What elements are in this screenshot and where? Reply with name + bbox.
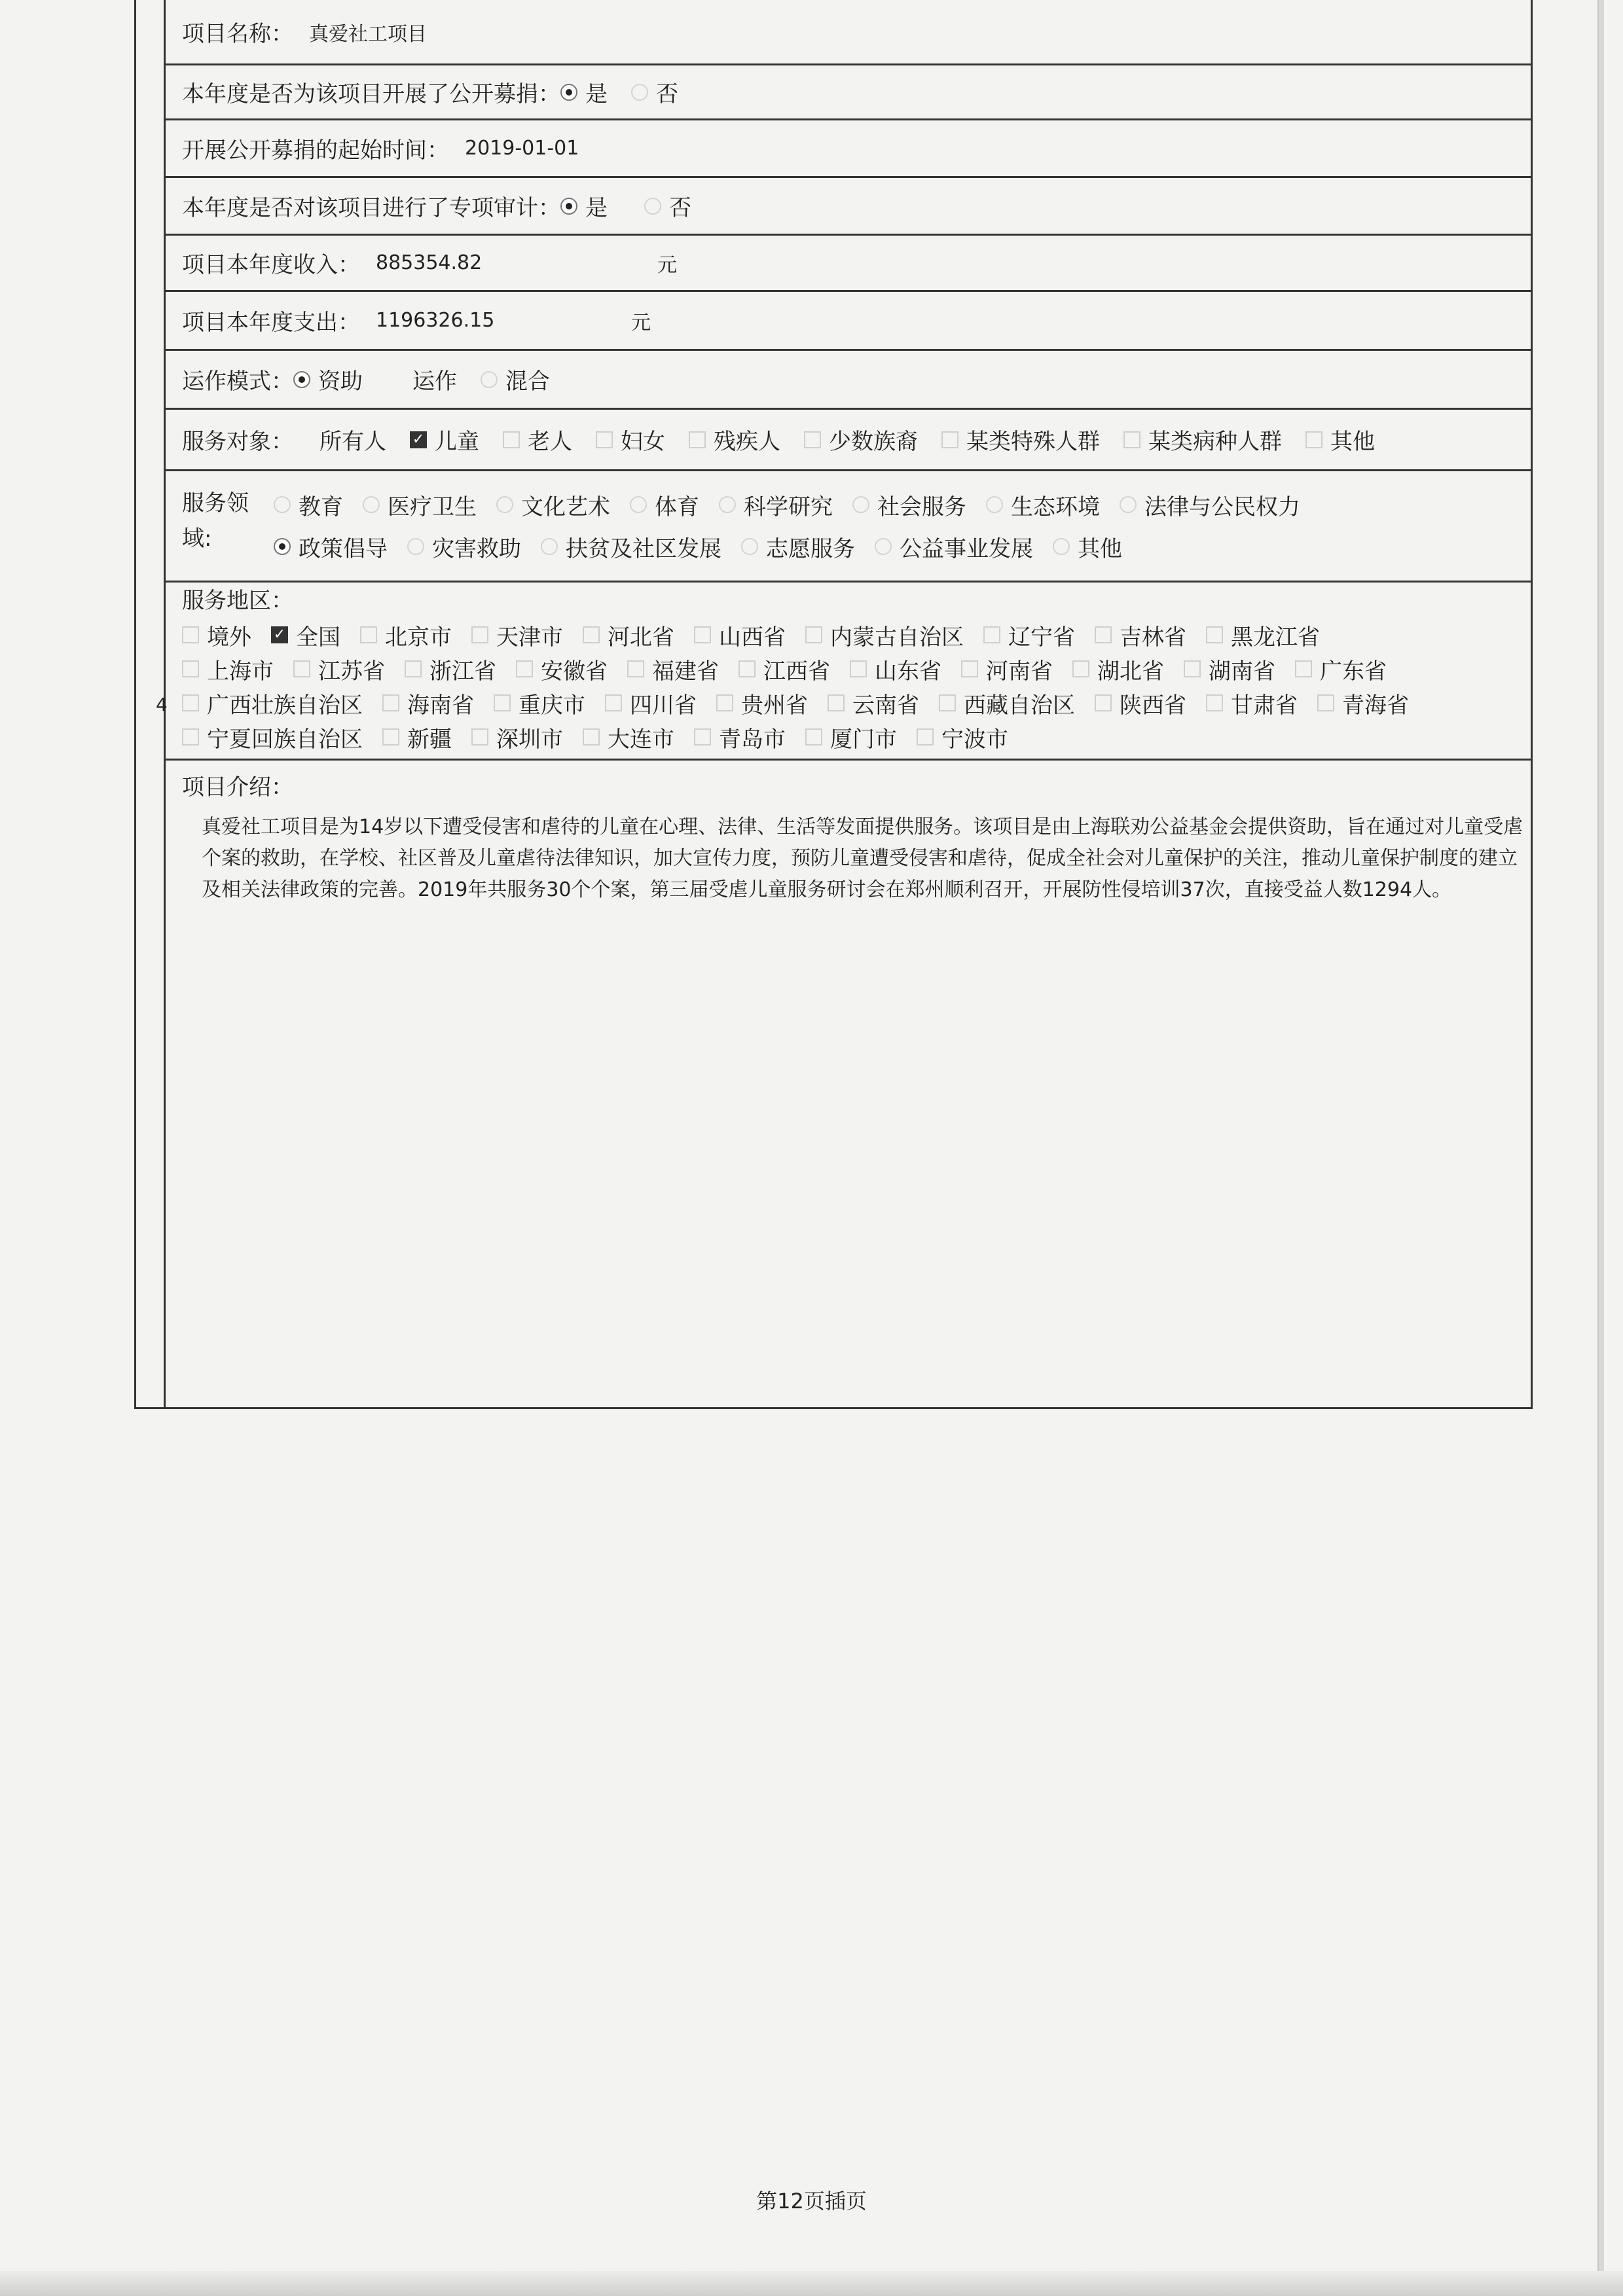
service-fields-row2 xyxy=(274,524,1320,569)
region-option[interactable] xyxy=(805,721,897,753)
checkbox-icon xyxy=(182,626,199,643)
region-option[interactable] xyxy=(182,687,363,719)
option-label: 灾害救助 xyxy=(432,535,521,562)
target-other[interactable] xyxy=(1305,423,1375,456)
option-label: 厦门市 xyxy=(830,726,897,753)
radio-unchecked-icon xyxy=(1053,538,1070,555)
option-label: 湖南省 xyxy=(1209,658,1275,685)
radio-unchecked-icon xyxy=(719,496,736,513)
option-label: 云南省 xyxy=(852,692,919,719)
region-option[interactable] xyxy=(382,687,474,719)
project-table xyxy=(134,0,1533,1409)
option-label: 政策倡导 xyxy=(299,535,388,562)
special-audit-row xyxy=(166,178,1531,236)
target-women[interactable] xyxy=(596,423,665,456)
checkbox-icon xyxy=(1295,660,1312,677)
region-option[interactable] xyxy=(828,687,919,719)
expense-row xyxy=(166,292,1531,351)
radio-unchecked-icon xyxy=(631,84,648,101)
option-label: 所有人 xyxy=(319,429,386,455)
checkbox-icon xyxy=(583,728,600,745)
field-ecology[interactable] xyxy=(986,489,1100,521)
radio-checked-icon xyxy=(560,84,577,101)
field-poverty[interactable] xyxy=(541,531,721,563)
region-option[interactable] xyxy=(694,619,786,651)
field-other[interactable] xyxy=(1053,531,1122,563)
option-label: 大连市 xyxy=(608,726,674,753)
region-option[interactable] xyxy=(805,619,964,651)
fundraising-start-label: 开展公开募捐的起始时间： xyxy=(182,137,449,164)
radio-unchecked-icon xyxy=(274,496,291,513)
radio-unchecked-icon xyxy=(630,496,647,513)
field-public-welfare[interactable] xyxy=(875,531,1033,563)
region-option[interactable] xyxy=(182,721,363,753)
option-label: 是 xyxy=(585,195,608,221)
option-label: 重庆市 xyxy=(519,692,585,719)
checkbox-icon xyxy=(804,431,821,448)
region-option[interactable] xyxy=(360,619,452,651)
option-label: 海南省 xyxy=(407,692,474,719)
field-policy-advocacy[interactable] xyxy=(274,531,388,563)
region-option[interactable] xyxy=(1317,687,1409,719)
option-label: 青岛市 xyxy=(719,726,786,753)
service-fields-label-line1: 服务领 xyxy=(182,490,249,516)
region-option[interactable] xyxy=(1095,619,1186,651)
option-label: 资助 xyxy=(318,368,363,395)
option-label: 江西省 xyxy=(763,658,830,685)
option-label: 贵州省 xyxy=(741,692,808,719)
option-label: 安徽省 xyxy=(541,658,608,685)
option-label: 北京市 xyxy=(385,624,452,651)
row-number-column xyxy=(136,0,166,1407)
radio-unchecked-icon xyxy=(363,496,380,513)
option-label: 新疆 xyxy=(407,726,452,753)
region-option[interactable] xyxy=(405,653,496,685)
option-label: 山西省 xyxy=(719,624,786,651)
field-volunteer[interactable] xyxy=(741,531,855,563)
option-label: 残疾人 xyxy=(714,429,780,455)
region-option[interactable] xyxy=(1072,653,1164,685)
region-option[interactable] xyxy=(1206,619,1320,651)
checkbox-icon xyxy=(1123,431,1140,448)
region-option[interactable] xyxy=(716,687,808,719)
region-option[interactable] xyxy=(961,653,1053,685)
checkbox-icon xyxy=(583,626,600,643)
checkbox-icon xyxy=(689,431,706,448)
option-label: 否 xyxy=(656,81,678,107)
radio-checked-icon xyxy=(274,538,291,555)
target-elderly[interactable] xyxy=(503,423,572,456)
region-option[interactable] xyxy=(983,619,1075,651)
checkbox-icon xyxy=(503,431,520,448)
checkbox-icon xyxy=(694,626,711,643)
field-culture[interactable] xyxy=(496,489,610,521)
field-education[interactable] xyxy=(274,489,343,521)
region-option[interactable] xyxy=(850,653,941,685)
option-label: 宁夏回族自治区 xyxy=(207,726,363,753)
radio-checked-icon xyxy=(560,198,577,215)
public-fundraising-no[interactable] xyxy=(631,76,678,108)
checkbox-icon xyxy=(1305,431,1322,448)
project-name-label: 项目名称： xyxy=(182,21,293,47)
expense-unit: 元 xyxy=(631,311,651,334)
public-fundraising-row xyxy=(166,65,1531,120)
checkbox-icon xyxy=(850,660,867,677)
checkbox-icon xyxy=(1206,694,1223,711)
checkbox-icon xyxy=(1095,626,1112,643)
radio-unchecked-icon xyxy=(644,198,661,215)
regions-row-1 xyxy=(182,618,1531,652)
option-label: 境外 xyxy=(207,624,251,651)
region-option[interactable] xyxy=(516,653,608,685)
checkbox-icon xyxy=(917,728,934,745)
regions-row-3 xyxy=(182,686,1531,720)
option-label: 扶贫及社区发展 xyxy=(566,535,721,562)
project-name-value: 真爱社工项目 xyxy=(309,22,427,46)
region-option[interactable] xyxy=(605,687,697,719)
option-label: 体育 xyxy=(655,493,699,520)
checkbox-icon xyxy=(1072,660,1089,677)
option-label: 医疗卫生 xyxy=(388,493,477,520)
checkbox-icon xyxy=(961,660,978,677)
region-option[interactable] xyxy=(939,687,1075,719)
option-label: 法律与公民权力 xyxy=(1144,493,1300,520)
fundraising-start-row xyxy=(166,120,1531,178)
option-label: 全国 xyxy=(296,624,340,651)
checkbox-icon xyxy=(694,728,711,745)
option-label: 某类特殊人群 xyxy=(966,429,1100,455)
region-option[interactable] xyxy=(182,619,251,651)
option-label: 西藏自治区 xyxy=(964,692,1075,719)
checkbox-icon xyxy=(360,626,377,643)
checkbox-checked-icon: ✓ xyxy=(271,626,288,643)
checkbox-icon xyxy=(627,660,644,677)
field-health[interactable] xyxy=(363,489,477,521)
region-option[interactable] xyxy=(917,721,1008,753)
option-label: 文化艺术 xyxy=(521,493,610,520)
regions-row-4 xyxy=(182,720,1531,754)
option-label: 生态环境 xyxy=(1011,493,1100,520)
row-number: 4 xyxy=(156,694,168,715)
page-footer: 第12页插页 xyxy=(756,2189,867,2214)
operation-mode-mixed[interactable] xyxy=(481,363,550,395)
bottom-shadow xyxy=(0,2271,1623,2296)
field-disaster-relief[interactable] xyxy=(407,531,521,563)
intro-text: 真爱社工项目是为14岁以下遭受侵害和虐待的儿童在心理、法律、生活等发面提供服务。该项目是由上海联劝公益基金会提供资助，旨在通过对儿童受虐个案的救助，在学校、社区普及儿童虐待法律知识，加大宣传力度，预防儿童遭受侵害和虐待，促成全社会对儿童保护的关注，推动儿童保护制度的建立及相关法律政策的完善。2019年共服务30个个案，第三届受虐儿童服务研讨会在郑州顺利召开，开展防性侵培训37次，直接受益人数1294人。 xyxy=(202,816,1523,901)
region-option[interactable] xyxy=(382,721,452,753)
operation-mode-fund[interactable] xyxy=(293,363,363,395)
option-label: 湖北省 xyxy=(1097,658,1164,685)
public-fundraising-yes[interactable] xyxy=(560,76,608,108)
checkbox-icon xyxy=(382,728,399,745)
target-disabled[interactable] xyxy=(689,423,780,456)
operation-mode-operate[interactable] xyxy=(412,363,457,395)
option-label: 科学研究 xyxy=(744,493,833,520)
option-label: 宁波市 xyxy=(941,726,1008,753)
option-label: 少数族裔 xyxy=(829,429,918,455)
checkbox-icon xyxy=(939,694,956,711)
radio-unchecked-icon xyxy=(407,538,424,555)
checkbox-icon xyxy=(494,694,511,711)
radio-unchecked-icon xyxy=(741,538,758,555)
option-label: 吉林省 xyxy=(1120,624,1186,651)
checkbox-icon xyxy=(182,728,199,745)
field-sports[interactable] xyxy=(630,489,699,521)
option-label: 公益事业发展 xyxy=(900,535,1033,562)
region-option[interactable] xyxy=(694,721,786,753)
operation-mode-row xyxy=(166,351,1531,410)
checkbox-icon xyxy=(596,431,613,448)
option-label: 其他 xyxy=(1330,429,1375,455)
option-label: 黑龙江省 xyxy=(1231,624,1320,651)
region-option[interactable] xyxy=(627,653,719,685)
checkbox-icon xyxy=(405,660,422,677)
income-value: 885354.82 xyxy=(376,251,483,274)
operation-mode-label: 运作模式： xyxy=(182,368,293,395)
checkbox-icon xyxy=(471,626,488,643)
intro-label: 项目介绍： xyxy=(182,774,293,800)
region-option[interactable] xyxy=(293,653,385,685)
radio-unchecked-icon xyxy=(852,496,869,513)
service-fields-row1 xyxy=(274,486,1320,524)
option-label: 青海省 xyxy=(1342,692,1409,719)
checkbox-icon xyxy=(716,694,733,711)
option-label: 广西壮族自治区 xyxy=(207,692,363,719)
income-row xyxy=(166,236,1531,292)
option-label: 儿童 xyxy=(435,429,479,455)
service-fields-label-line2: 域: xyxy=(182,526,212,552)
radio-unchecked-icon xyxy=(986,496,1003,513)
option-label: 妇女 xyxy=(621,429,665,455)
checkbox-icon xyxy=(516,660,533,677)
region-option[interactable] xyxy=(583,721,674,753)
checkbox-icon xyxy=(805,626,822,643)
checkbox-icon xyxy=(1317,694,1334,711)
service-fields-label xyxy=(182,486,261,556)
region-option[interactable] xyxy=(494,687,585,719)
service-targets-label: 服务对象： xyxy=(182,429,293,455)
region-option[interactable] xyxy=(1206,687,1298,719)
target-disease-group[interactable] xyxy=(1123,423,1282,456)
checkbox-icon xyxy=(182,660,199,677)
field-law[interactable] xyxy=(1120,489,1300,521)
page-edge xyxy=(1597,0,1604,2296)
field-science[interactable] xyxy=(719,489,833,521)
option-label: 江苏省 xyxy=(318,658,385,685)
service-fields-row xyxy=(166,471,1531,583)
region-option[interactable] xyxy=(271,619,340,651)
radio-checked-icon xyxy=(293,371,310,388)
checkbox-icon xyxy=(805,728,822,745)
option-label: 运作 xyxy=(412,368,457,395)
field-social-service[interactable] xyxy=(852,489,966,521)
checkbox-icon xyxy=(941,431,958,448)
region-option[interactable] xyxy=(1095,687,1186,719)
option-label: 混合 xyxy=(505,368,550,395)
checkbox-icon xyxy=(182,694,199,711)
radio-unchecked-icon xyxy=(481,371,498,388)
expense-label: 项目本年度支出： xyxy=(182,310,360,336)
checkbox-icon xyxy=(828,694,845,711)
special-audit-yes[interactable] xyxy=(560,190,608,222)
region-option[interactable] xyxy=(471,721,563,753)
option-label: 四川省 xyxy=(630,692,697,719)
public-fundraising-label: 本年度是否为该项目开展了公开募捐： xyxy=(182,81,560,107)
target-minorities[interactable] xyxy=(804,423,918,456)
target-all[interactable] xyxy=(319,423,386,456)
expense-value: 1196326.15 xyxy=(376,309,495,332)
option-label: 天津市 xyxy=(496,624,563,651)
option-label: 老人 xyxy=(528,429,572,455)
region-option[interactable] xyxy=(1184,653,1275,685)
option-label: 深圳市 xyxy=(496,726,563,753)
option-label: 内蒙古自治区 xyxy=(830,624,964,651)
checkbox-checked-icon: ✓ xyxy=(410,431,427,448)
checkbox-icon xyxy=(1184,660,1201,677)
option-label: 教育 xyxy=(299,493,343,520)
option-label: 社会服务 xyxy=(877,493,966,520)
radio-unchecked-icon xyxy=(541,538,558,555)
checkbox-icon xyxy=(471,728,488,745)
option-label: 辽宁省 xyxy=(1008,624,1075,651)
option-label: 陕西省 xyxy=(1120,692,1186,719)
option-label: 否 xyxy=(669,195,691,221)
service-fields-options xyxy=(274,486,1320,569)
radio-unchecked-icon xyxy=(1120,496,1137,513)
option-label: 某类病种人群 xyxy=(1148,429,1282,455)
region-option[interactable] xyxy=(1295,653,1387,685)
service-regions-label: 服务地区： xyxy=(182,588,293,614)
radio-unchecked-icon xyxy=(875,538,892,555)
target-children[interactable] xyxy=(410,423,479,456)
option-label: 志愿服务 xyxy=(766,535,855,562)
checkbox-icon xyxy=(1095,694,1112,711)
checkbox-icon xyxy=(1206,626,1223,643)
special-audit-label: 本年度是否对该项目进行了专项审计： xyxy=(182,195,560,221)
option-label: 河南省 xyxy=(986,658,1053,685)
income-label: 项目本年度收入： xyxy=(182,252,360,278)
option-label: 是 xyxy=(585,81,608,107)
option-label: 广东省 xyxy=(1320,658,1387,685)
region-option[interactable] xyxy=(182,653,274,685)
option-label: 山东省 xyxy=(875,658,941,685)
special-audit-no[interactable] xyxy=(644,190,691,222)
option-label: 上海市 xyxy=(207,658,274,685)
service-regions-section xyxy=(166,584,1531,761)
option-label: 浙江省 xyxy=(429,658,496,685)
service-targets-row xyxy=(166,410,1531,471)
checkbox-icon xyxy=(293,660,310,677)
target-special-group[interactable] xyxy=(941,423,1100,456)
radio-unchecked-icon xyxy=(496,496,513,513)
regions-row-2 xyxy=(182,652,1531,686)
option-label: 福建省 xyxy=(652,658,719,685)
checkbox-icon xyxy=(382,694,399,711)
income-unit: 元 xyxy=(657,253,677,277)
project-content xyxy=(166,0,1531,1407)
region-option[interactable] xyxy=(583,619,674,651)
option-label: 其他 xyxy=(1078,535,1122,562)
option-label: 甘肃省 xyxy=(1231,692,1298,719)
checkbox-icon xyxy=(739,660,756,677)
project-name-row xyxy=(166,0,1531,65)
option-label: 河北省 xyxy=(608,624,674,651)
region-option[interactable] xyxy=(471,619,563,651)
fundraising-start-value: 2019-01-01 xyxy=(465,137,579,160)
checkbox-icon xyxy=(605,694,622,711)
region-option[interactable] xyxy=(739,653,830,685)
checkbox-icon xyxy=(983,626,1000,643)
